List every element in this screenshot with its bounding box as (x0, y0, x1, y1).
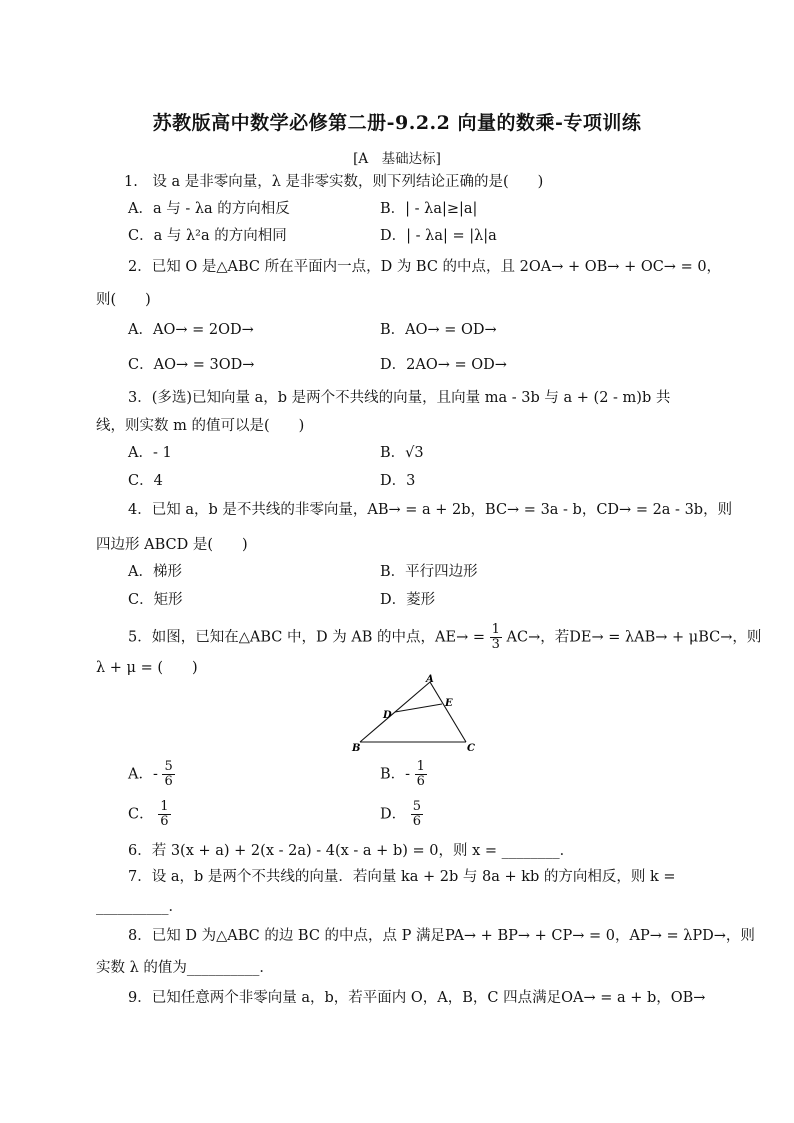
fraction-denominator: 6 (164, 774, 173, 789)
question-5-stem (128, 623, 761, 652)
question-1-option-c: C．a 与 λ²a 的方向相同 (128, 228, 287, 244)
label-a: A (426, 674, 434, 685)
question-5-stem-start: 5．如图，已知在△ABC 中，D 为 AB 的中点，AE→ = (128, 629, 486, 646)
option-d-fraction (411, 800, 423, 829)
question-4-stem: 4．已知 a，b 是不共线的非零向量，AB→ = a + 2b，BC→ = 3a - b，CD→ = 2a - 3b，则 (128, 502, 733, 518)
segment-de (395, 704, 442, 712)
fraction-numerator: 5 (164, 759, 173, 774)
question-3-option-b: B．√3 (380, 445, 424, 461)
fraction-denominator: 6 (416, 774, 425, 789)
question-3-stem-cont: 线，则实数 m 的值可以是( ) (96, 418, 305, 434)
question-7-stem: 7．设 a，b 是两个不共线的向量．若向量 ka + 2b 与 8a + kb 的方向相反，则 k = (128, 869, 676, 885)
question-4-option-d: D．菱形 (380, 592, 436, 608)
option-prefix: A．- (128, 766, 158, 783)
option-prefix: C． (128, 806, 154, 823)
question-4-stem-cont: 四边形 ABCD 是( ) (96, 537, 248, 553)
edge-ac (430, 682, 466, 742)
question-5-option-d (380, 800, 423, 829)
question-2-option-b: B．AO→ = OD→ (380, 322, 497, 338)
fraction-numerator: 1 (160, 799, 169, 814)
question-5-option-c (128, 800, 171, 829)
triangle-figure (350, 674, 480, 754)
option-a-fraction (162, 760, 174, 789)
fraction-numerator: 1 (491, 622, 500, 637)
question-9-stem: 9．已知任意两个非零向量 a，b，若平面内 O，A，B，C 四点满足OA→ = a + b，OB→ (128, 990, 706, 1006)
question-8-stem: 8．已知 D 为△ABC 的边 BC 的中点，点 P 满足PA→ + BP→ + CP→ = 0，AP→ = λPD→，则 (128, 928, 755, 944)
question-1-option-a: A．a 与 - λa 的方向相反 (128, 201, 290, 217)
question-5-stem-end: AC→，若DE→ = λAB→ + μBC→，则 (506, 629, 762, 646)
question-6: 6．若 3(x + a) + 2(x - 2a) - 4(x - a + b) = 0，则 x = ________． (128, 843, 575, 859)
option-b-fraction (415, 760, 427, 789)
option-prefix: D． (380, 806, 407, 823)
question-1-stem: 1. 设 a 是非零向量，λ 是非零实数，则下列结论正确的是( ) (124, 174, 544, 190)
option-c-fraction (158, 800, 170, 829)
section-heading: [A 基础达标] (353, 151, 441, 167)
label-d: D (383, 710, 392, 721)
label-c: C (467, 743, 475, 754)
question-1-option-d: D．| - λa| = |λ|a (380, 228, 497, 244)
question-2-option-c: C．AO→ = 3OD→ (128, 357, 255, 373)
question-2-stem-cont: 则( ) (96, 292, 151, 308)
question-5-stem-cont: λ + μ = ( ) (96, 660, 198, 676)
page-title: 苏教版高中数学必修第二册-9.2.2 向量的数乘-专项训练 (152, 112, 642, 134)
question-5-option-a (128, 760, 175, 789)
fraction-denominator: 3 (491, 637, 500, 652)
question-4-option-a: A．梯形 (128, 564, 182, 580)
question-8-stem-cont: 实数 λ 的值为__________． (96, 960, 274, 976)
question-4-option-c: C．矩形 (128, 592, 183, 608)
label-b: B (352, 743, 361, 754)
label-e: E (445, 698, 453, 709)
question-5-option-b (380, 760, 427, 789)
fraction-numerator: 5 (412, 799, 422, 814)
question-3-option-c: C．4 (128, 473, 163, 489)
question-2-option-a: A．AO→ = 2OD→ (128, 322, 254, 338)
question-5-fraction (490, 623, 502, 652)
question-3-stem: 3．(多选)已知向量 a，b 是两个不共线的向量，且向量 ma - 3b 与 a + (2 - m)b 共 (128, 390, 671, 406)
fraction-numerator: 1 (416, 759, 425, 774)
question-2-stem: 2．已知 O 是△ABC 所在平面内一点，D 为 BC 的中点，且 2OA→ + OB→ + OC→ = 0， (128, 259, 722, 275)
option-prefix: B．- (380, 766, 411, 783)
fraction-denominator: 6 (160, 814, 169, 829)
question-7-blank: __________． (96, 899, 183, 915)
question-3-option-a: A．- 1 (128, 445, 172, 461)
question-4-option-b: B．平行四边形 (380, 564, 478, 580)
question-1-option-b: B．| - λa|≥|a| (380, 201, 478, 217)
question-3-option-d: D．3 (380, 473, 416, 489)
fraction-denominator: 6 (412, 814, 422, 829)
question-2-option-d: D．2AO→ = OD→ (380, 357, 507, 373)
